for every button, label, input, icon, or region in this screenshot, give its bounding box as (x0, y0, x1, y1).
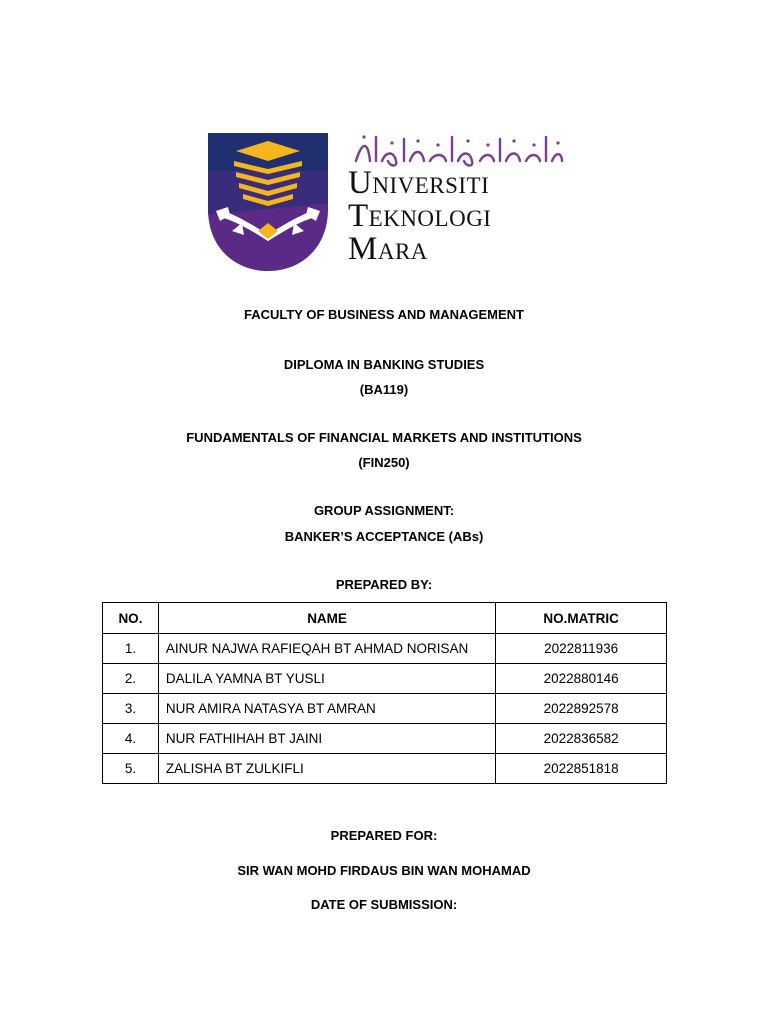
header-matric: NO.MATRIC (496, 603, 667, 634)
faculty-name: FACULTY OF BUSINESS AND MANAGEMENT (244, 307, 524, 322)
row-matric: 2022851818 (496, 754, 667, 784)
course-name: FUNDAMENTALS OF FINANCIAL MARKETS AND INSTITUTIONS (186, 430, 582, 445)
program-name: DIPLOMA IN BANKING STUDIES (283, 357, 485, 372)
jawi-wordmark (352, 131, 566, 169)
wordmark-line-3: Mara (348, 231, 428, 267)
assignment-label: GROUP ASSIGNMENT: (313, 503, 455, 518)
row-no: 3. (103, 694, 159, 724)
row-matric: 2022880146 (496, 664, 667, 694)
uitm-crest-icon (206, 131, 330, 273)
university-wordmark (348, 167, 491, 266)
table-row (103, 754, 667, 784)
wordmark-line-1: Universiti (348, 165, 490, 201)
date-of-submission-label: DATE OF SUBMISSION: (310, 897, 458, 912)
table-row (103, 724, 667, 754)
assignment-title: BANKER’S ACCEPTANCE (ABs) (284, 529, 484, 544)
row-matric: 2022811936 (496, 634, 667, 664)
table-row (103, 634, 667, 664)
row-name: ZALISHA BT ZULKIFLI (158, 754, 495, 784)
course-code: (FIN250) (358, 455, 410, 470)
row-name: DALILA YAMNA BT YUSLI (158, 664, 495, 694)
wordmark-line-2: Teknologi (348, 198, 492, 234)
table-header-row (103, 603, 667, 634)
row-no: 2. (103, 664, 159, 694)
group-members-table (102, 602, 667, 784)
lecturer-name: SIR WAN MOHD FIRDAUS BIN WAN MOHAMAD (237, 863, 531, 878)
row-no: 4. (103, 724, 159, 754)
university-logo (206, 131, 566, 273)
row-no: 5. (103, 754, 159, 784)
table-row (103, 664, 667, 694)
row-no: 1. (103, 634, 159, 664)
prepared-for-label: PREPARED FOR: (330, 828, 438, 843)
row-name: NUR FATHIHAH BT JAINI (158, 724, 495, 754)
header-name: NAME (158, 603, 495, 634)
header-no: NO. (103, 603, 159, 634)
row-name: AINUR NAJWA RAFIEQAH BT AHMAD NORISAN (158, 634, 495, 664)
table-row (103, 694, 667, 724)
row-matric: 2022892578 (496, 694, 667, 724)
row-matric: 2022836582 (496, 724, 667, 754)
row-name: NUR AMIRA NATASYA BT AMRAN (158, 694, 495, 724)
program-code: (BA119) (359, 382, 409, 397)
prepared-by-label: PREPARED BY: (335, 577, 433, 592)
